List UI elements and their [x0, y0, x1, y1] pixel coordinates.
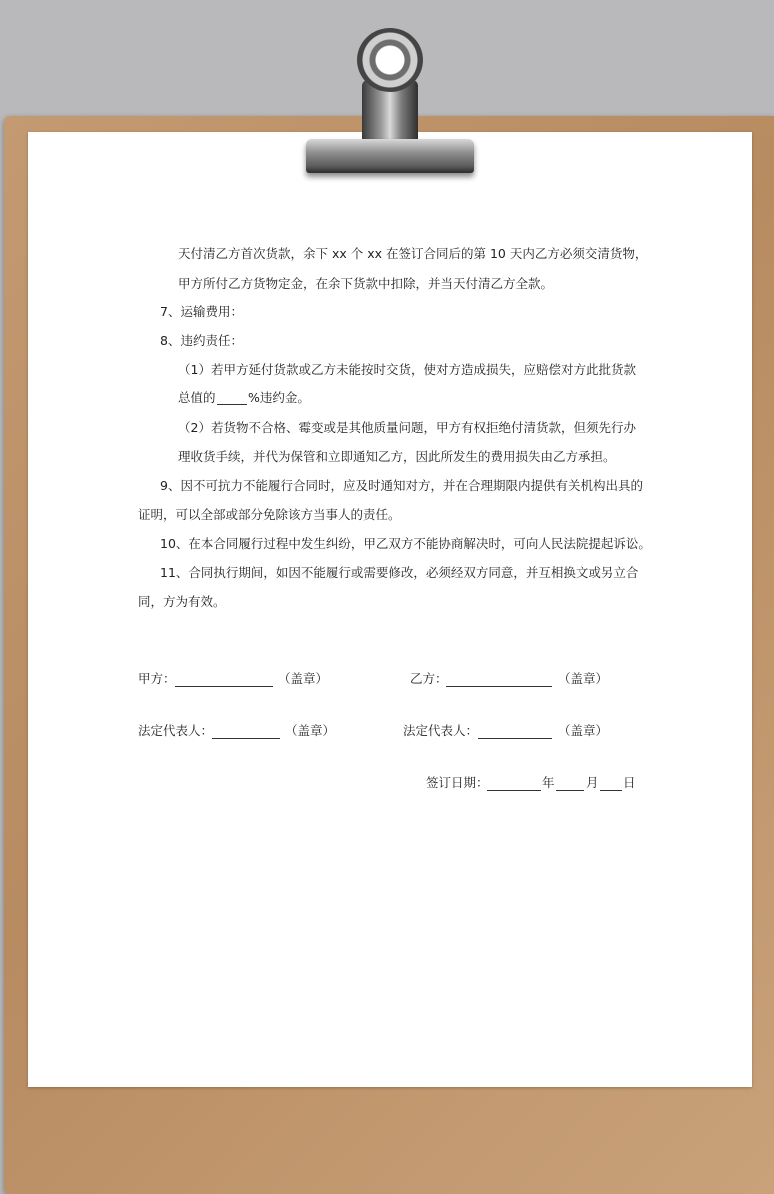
clause-text-line: （1）若甲方延付货款或乙方未能按时交货，使对方造成损失，应赔偿对方此批货款	[178, 362, 636, 377]
party-a-legal-rep-label: 法定代表人：	[138, 723, 214, 738]
party-b-seal: （盖章）	[558, 671, 609, 686]
clause-text-line: 11、合同执行期间，如因不能履行或需要修改，必须经双方同意，并互相换文或另立合	[160, 565, 639, 580]
clip-ring-icon	[357, 28, 423, 92]
party-a-blank[interactable]	[175, 686, 273, 687]
clause-text-line: 甲方所付乙方货物定金，在余下货款中扣除，并当天付清乙方全款。	[178, 276, 554, 291]
year-label: 年	[542, 775, 555, 790]
clause-text-line: 10、在本合同履行过程中发生纠纷，甲乙双方不能协商解决时，可向人民法院提起诉讼。	[160, 536, 651, 551]
clause-text-line: %违约金。	[248, 390, 310, 405]
month-label: 月	[586, 775, 599, 790]
clause-text-line: 天付清乙方首次货款，余下 xx 个 xx 在签订合同后的第 10 天内乙方必须交清货物，	[178, 246, 648, 261]
blank-penalty-rate	[217, 404, 247, 405]
clause-heading-transport: 7、运输费用：	[160, 304, 243, 319]
clause-heading-breach: 8、违约责任：	[160, 333, 243, 348]
clip-base	[306, 139, 474, 173]
party-b-label: 乙方：	[410, 671, 448, 686]
sign-month-blank[interactable]	[556, 790, 584, 791]
sign-year-blank[interactable]	[487, 790, 541, 791]
day-label: 日	[623, 775, 636, 790]
party-a-legal-rep-blank[interactable]	[212, 738, 280, 739]
clause-text-line: 证明，可以全部或部分免除该方当事人的责任。	[138, 507, 401, 522]
party-a-label: 甲方：	[138, 671, 176, 686]
party-b-legal-rep-blank[interactable]	[478, 738, 552, 739]
party-b-legal-rep-seal: （盖章）	[558, 723, 609, 738]
clause-text-line: 理收货手续，并代为保管和立即通知乙方，因此所发生的费用损失由乙方承担。	[178, 449, 616, 464]
clause-text-line: 9、因不可抗力不能履行合同时，应及时通知对方，并在合理期限内提供有关机构出具的	[160, 478, 643, 493]
party-b-legal-rep-label: 法定代表人：	[403, 723, 479, 738]
sign-date-label: 签订日期：	[426, 775, 489, 790]
party-a-legal-rep-seal: （盖章）	[285, 723, 336, 738]
clause-text-line: （2）若货物不合格、霉变或是其他质量问题，甲方有权拒绝付清货款，但须先行办	[178, 420, 636, 435]
clause-text-line: 总值的	[178, 390, 216, 405]
party-b-blank[interactable]	[446, 686, 552, 687]
party-a-seal: （盖章）	[278, 671, 329, 686]
sign-day-blank[interactable]	[600, 790, 622, 791]
clause-text-line: 同，方为有效。	[138, 594, 226, 609]
